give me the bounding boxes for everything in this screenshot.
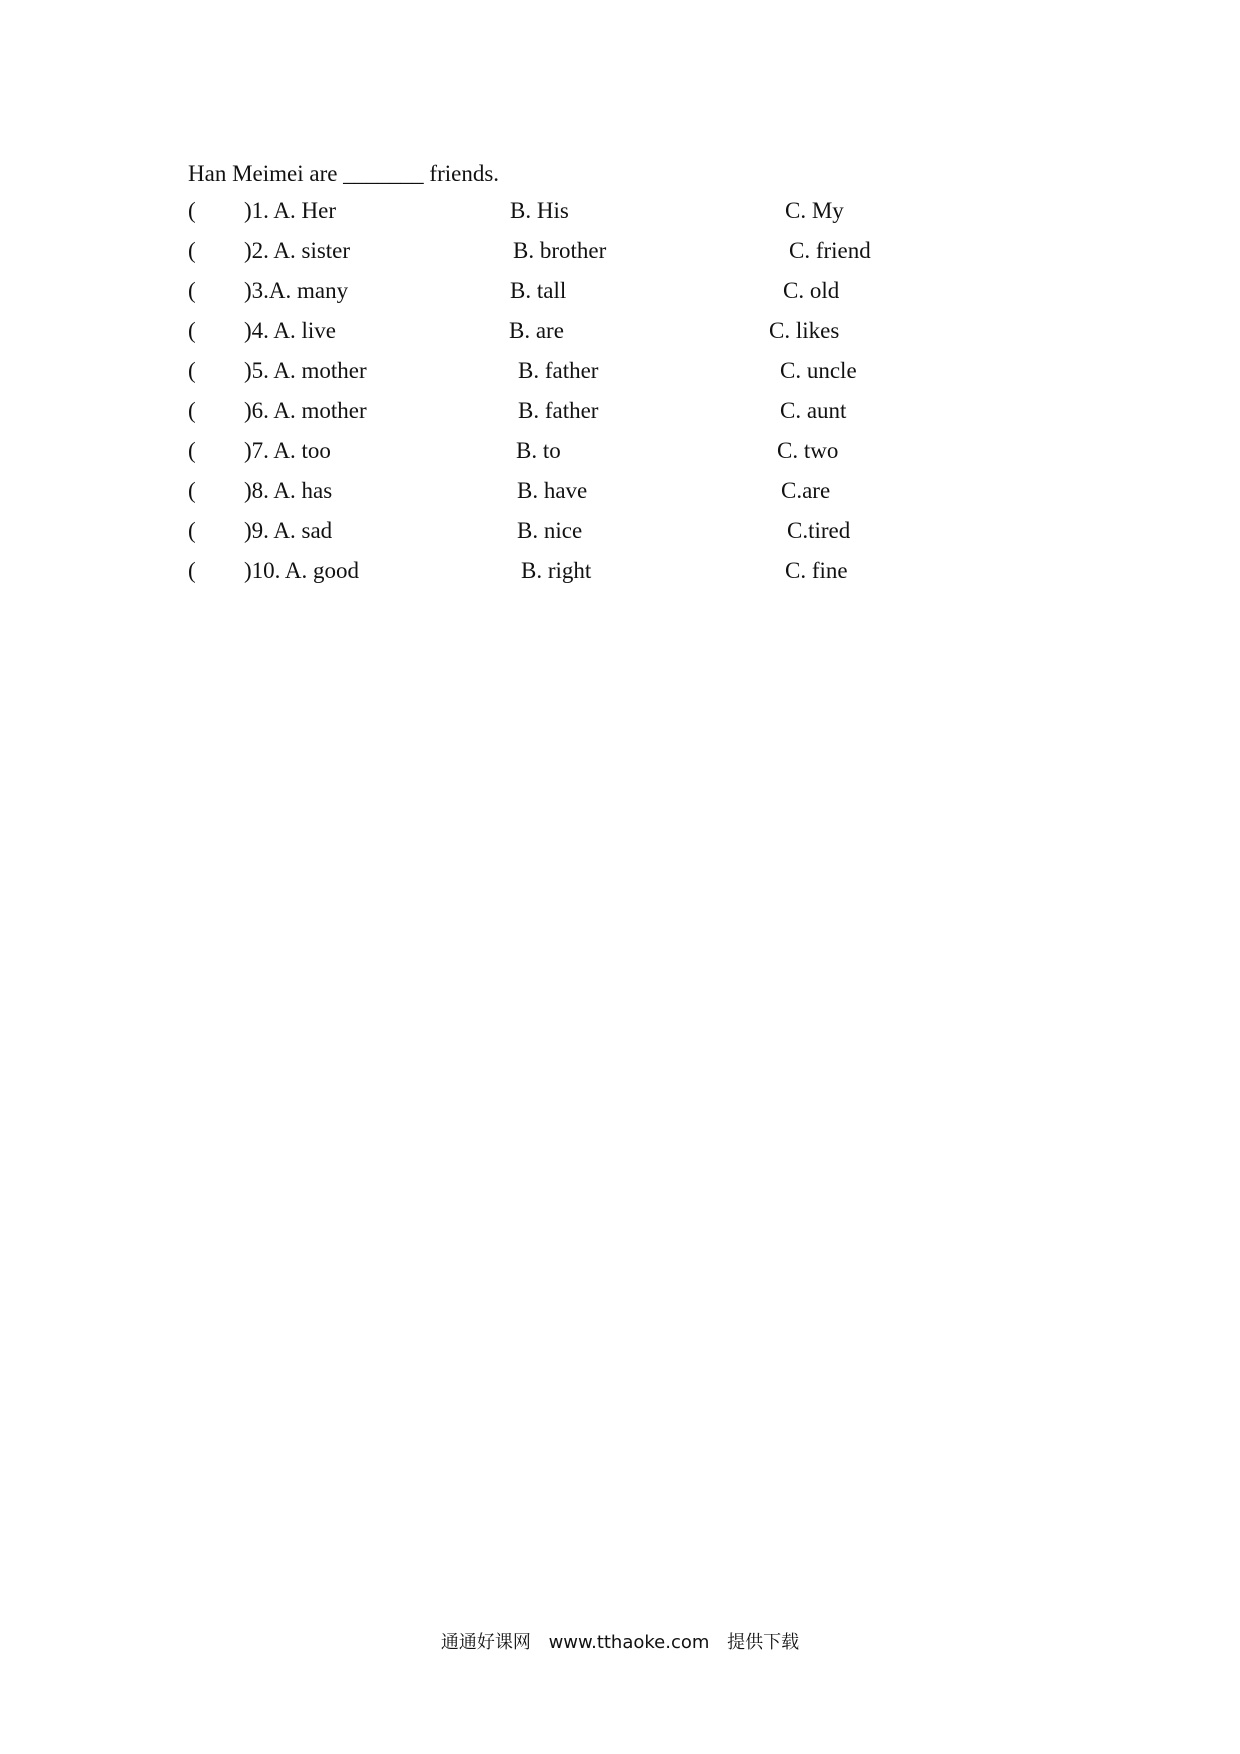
answer-bracket: (	[188, 318, 196, 343]
option-a: )6. A. mother	[244, 398, 367, 423]
answer-bracket: (	[188, 438, 196, 463]
option-b: B. have	[517, 478, 588, 503]
answer-bracket: (	[188, 238, 196, 263]
answer-bracket: (	[188, 478, 196, 503]
question-row	[0, 195, 1240, 227]
option-a: )8. A. has	[244, 478, 333, 503]
question-row	[0, 555, 1240, 587]
option-c: C. aunt	[780, 398, 847, 423]
question-stem: Han Meimei are _______ friends.	[188, 161, 500, 186]
footer-url: www.tthaoke.com	[548, 1632, 710, 1653]
option-b: B. father	[518, 398, 599, 423]
answer-bracket: (	[188, 198, 196, 223]
question-row	[0, 395, 1240, 427]
option-c: C. likes	[769, 318, 840, 343]
option-c: C. fine	[785, 558, 848, 583]
page-footer	[0, 1631, 1240, 1655]
footer-site-name: 通通好课网	[440, 1632, 531, 1653]
option-b: B. to	[516, 438, 561, 463]
option-a: )9. A. sad	[244, 518, 333, 543]
option-c: C. My	[785, 198, 844, 223]
option-a: )10. A. good	[244, 558, 359, 583]
option-b: B. right	[521, 558, 592, 583]
question-row	[0, 475, 1240, 507]
question-row	[0, 235, 1240, 267]
option-b: B. father	[518, 358, 599, 383]
option-b: B. are	[509, 318, 564, 343]
question-row	[0, 315, 1240, 347]
option-b: B. tall	[510, 278, 567, 303]
option-b: B. nice	[517, 518, 583, 543]
option-c: C. old	[783, 278, 840, 303]
answer-bracket: (	[188, 398, 196, 423]
footer-suffix: 提供下载	[727, 1632, 800, 1653]
option-c: C. two	[777, 438, 839, 463]
answer-bracket: (	[188, 358, 196, 383]
question-row	[0, 355, 1240, 387]
option-a: )7. A. too	[244, 438, 331, 463]
option-c: C. friend	[789, 238, 871, 263]
option-a: )2. A. sister	[244, 238, 351, 263]
option-b: B. brother	[513, 238, 607, 263]
option-c: C. uncle	[780, 358, 857, 383]
option-c: C.are	[781, 478, 831, 503]
option-b: B. His	[510, 198, 569, 223]
option-a: )1. A. Her	[244, 198, 336, 223]
question-row	[0, 515, 1240, 547]
question-row	[0, 275, 1240, 307]
answer-bracket: (	[188, 278, 196, 303]
question-row	[0, 435, 1240, 467]
answer-bracket: (	[188, 518, 196, 543]
answer-bracket: (	[188, 558, 196, 583]
option-a: )5. A. mother	[244, 358, 367, 383]
option-a: )4. A. live	[244, 318, 336, 343]
option-c: C.tired	[787, 518, 851, 543]
option-a: )3.A. many	[244, 278, 349, 303]
